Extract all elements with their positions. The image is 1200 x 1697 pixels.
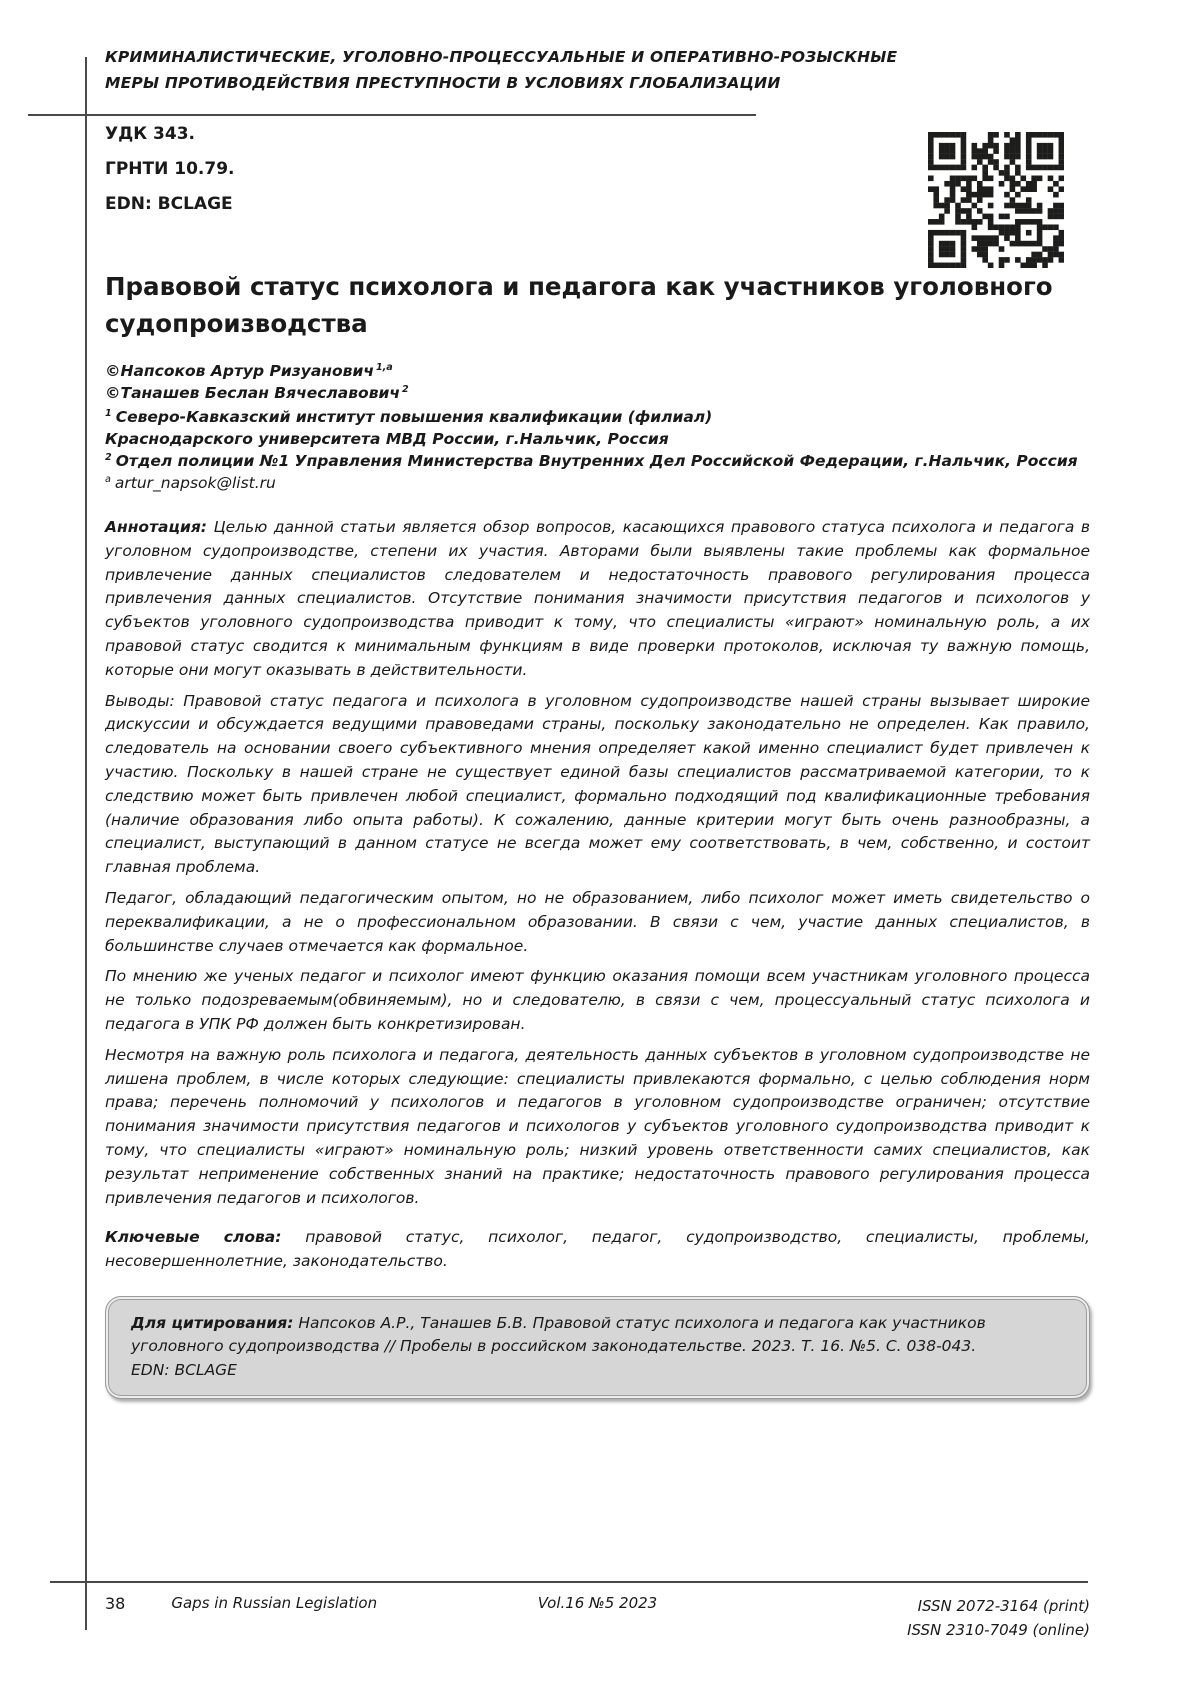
abstract-label: Аннотация: xyxy=(105,518,208,536)
journal-title: Gaps in Russian Legislation xyxy=(171,1594,378,1612)
volume-info: Vol.16 №5 2023 xyxy=(537,1594,658,1612)
page-footer xyxy=(105,1594,1090,1642)
abstract-paragraph xyxy=(105,516,1090,683)
footer-issn xyxy=(762,1594,1090,1642)
citation-label: Для цитирования: xyxy=(131,1313,294,1332)
running-head-line-2: МЕРЫ ПРОТИВОДЕЙСТВИЯ ПРЕСТУПНОСТИ В УСЛОВИЯХ ГЛОБАЛИЗАЦИИ xyxy=(105,74,781,92)
body-paragraph: Педагог, обладающий педагогическим опытом, но не образованием, либо психолог может иметь свидетельство о переквалификации, а не о профессиональном образовании. В связи с чем, участие данных специалистов, в большинстве случаев отмечается как формальное. xyxy=(105,888,1090,955)
abstract-text: Целью данной статьи является обзор вопросов, касающихся правового статуса психолога и педагога в уголовном судопроизводстве, степени их участия. Авторами были выявлены такие проблемы как формальное привлечение данных специалистов следователем и недостаточность правового регулирования процесса привлечения данных специалистов. Отсутствие понимания значимости присутствия педагогов и психологов у субъектов уголовного судопроизводства приводит к тому, что специалисты «играют» номинальную роль, а их правовой статус сводится к минимальным функциям в виде проверки протоколов, исключая ту важную помощь, которые они могут оказывать в действительности. xyxy=(105,518,1091,679)
author-name: ©Напсоков Артур Ризуанович xyxy=(105,362,374,380)
affiliation-text: Северо-Кавказский институт повышения квалификации (филиал) xyxy=(115,408,713,426)
affiliations-block xyxy=(105,406,1090,494)
running-head xyxy=(105,44,925,96)
body-paragraph: По мнению же ученых педагог и психолог имеют функцию оказания помощи всем участникам уголовного процесса не только подозреваемым(обвиняемым), но и следователю, в связи с чем, процессуальный статус психолога и педагога в УПК РФ должен быть конкретизирован. xyxy=(105,967,1090,1033)
edn-label: EDN: BCLAGE xyxy=(105,194,233,214)
keywords-paragraph xyxy=(105,1226,1090,1274)
affiliation-marker: 2 xyxy=(105,451,112,463)
article-body xyxy=(105,516,1090,1210)
article-title: Правовой статус психолога и педагога как участников уголовного судопроизводства xyxy=(105,272,1053,338)
author-affiliation-marker: 1,a xyxy=(375,361,393,373)
citation-box xyxy=(105,1296,1090,1400)
author-affiliation-marker: 2 xyxy=(402,383,409,395)
affiliation-marker: 1 xyxy=(105,407,112,419)
email-marker: a xyxy=(105,473,111,485)
author-email-line xyxy=(105,472,1090,494)
header-horizontal-rule xyxy=(28,114,756,116)
article-meta xyxy=(105,124,235,229)
citation-edn: EDN: BCLAGE xyxy=(131,1360,237,1379)
citation-paragraph xyxy=(131,1312,1064,1383)
keywords-block xyxy=(105,1226,1090,1274)
running-head-line-1: КРИМИНАЛИСТИЧЕСКИЕ, УГОЛОВНО-ПРОЦЕССУАЛЬНЫЕ И ОПЕРАТИВНО-РОЗЫСКНЫЕ xyxy=(105,48,898,66)
body-paragraph: Несмотря на важную роль психолога и педагога, деятельность данных субъектов в уголовном судопроизводстве не лишена проблем, в числе которых следующие: специалисты привлекаются формально, с целью соблюдения норм права; перечень полномочий у психологов и педагогов в уголовном судопроизводстве ограничен; отсутствие понимания значимости присутствия педагогов и психологов у субъектов уголовного судопроизводства приводит к тому, что специалисты «играют» номинальную роль; низкий уровень ответственности самих специалистов, как результат неприменение собственных знаний на практике; недостаточность правового регулирования процесса привлечения педагогов и психологов. xyxy=(105,1045,1090,1207)
keywords-label: Ключевые слова: xyxy=(105,1228,282,1247)
page-number: 38 xyxy=(105,1594,126,1613)
author-line xyxy=(105,360,1090,382)
affiliation-text: Отдел полиции №1 Управления Министерства Внутренних Дел Российской Федерации, г.Нальчик, Россия xyxy=(115,452,1078,470)
affiliation-line xyxy=(105,406,1090,428)
issn-print: ISSN 2072-3164 (print) xyxy=(917,1597,1090,1615)
affiliation-line xyxy=(105,428,1090,450)
affiliation-line xyxy=(105,450,1090,472)
footer-horizontal-rule xyxy=(50,1581,1088,1583)
authors-block xyxy=(105,360,1090,404)
article-content xyxy=(105,268,1090,1399)
keywords-text: правовой статус, психолог, педагог, судопроизводство, специалисты, проблемы, несовершеннолетние, законодательство. xyxy=(105,1228,1090,1271)
citation-text: Напсоков А.Р., Танашев Б.В. Правовой статус психолога и педагога как участников уголовного судопроизводства // Пробелы в российском законодательстве. 2023. Т. 16. №5. С. 038-043. xyxy=(131,1313,986,1356)
grnti-label: ГРНТИ 10.79. xyxy=(105,159,235,179)
qr-code-icon xyxy=(928,132,1064,268)
body-paragraph-conclusions: Выводы: Правовой статус педагога и психолога в уголовном судопроизводстве нашей страны вызывает широкие дискуссии и обсуждается ведущими правоведами страны, поскольку законодательно не определен. Как правило, следователь на основании своего субъективного мнения определяет какой именно специалист будет привлечен к участию. Поскольку в нашей стране не существует единой базы специалистов рассматриваемой категории, то к следствию может быть привлечен любой специалист, формально подходящий под квалификационные требования (наличие образования либо опыта работы). К сожалению, данные критерии могут быть очень разнообразны, а специалист, выступающий в данном статусе не всегда может ему соответствовать, в чем, собственно, и состоит главная проблема. xyxy=(105,691,1090,877)
udc-label: УДК 343. xyxy=(105,124,196,144)
left-vertical-rule xyxy=(85,57,87,1630)
author-name: ©Танашев Беслан Вячеславович xyxy=(105,384,400,402)
footer-left xyxy=(105,1594,433,1613)
issn-online: ISSN 2310-7049 (online) xyxy=(907,1621,1090,1639)
author-email: artur_napsok@list.ru xyxy=(114,474,276,492)
affiliation-text: Краснодарского университета МВД России, г.Нальчик, Россия xyxy=(105,430,669,448)
author-line xyxy=(105,382,1090,404)
